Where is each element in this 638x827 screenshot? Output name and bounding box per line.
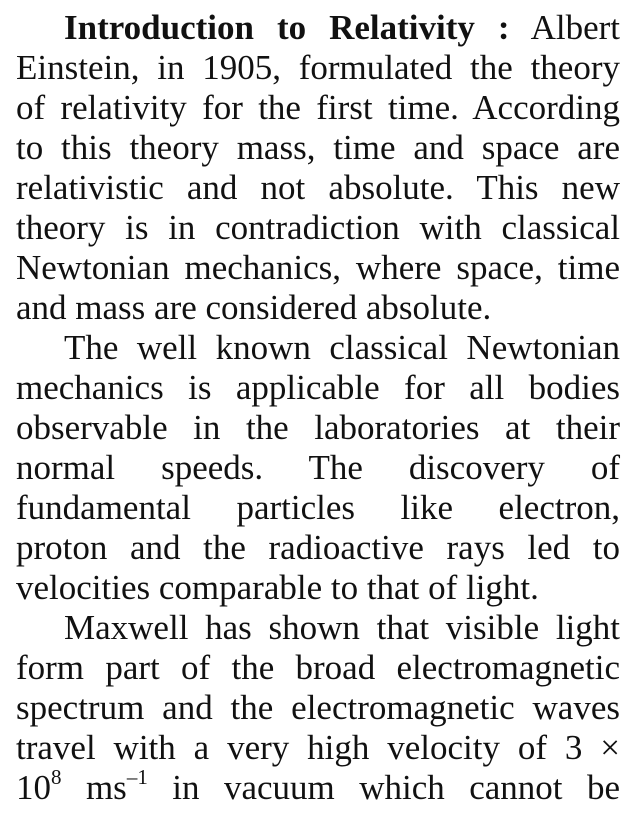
text-line: observable in the laboratories at their xyxy=(16,408,620,447)
text-line: mechanics is applicable for all bodies xyxy=(16,368,620,407)
text-line: normal speeds. The discovery of xyxy=(16,448,620,487)
text-line: Maxwell has shown that visible light xyxy=(64,608,620,647)
superscript: 8 xyxy=(51,765,62,790)
text-line: proton and the radioactive rays led to xyxy=(16,528,620,567)
text-line: Einstein, in 1905, formulated the theory xyxy=(16,48,620,87)
text-line: and mass are considered absolute. xyxy=(16,288,492,327)
text-line: form part of the broad electromagnetic xyxy=(16,648,620,687)
text-span: Albert xyxy=(509,8,621,47)
text-line xyxy=(16,765,620,808)
text-line: Newtonian mechanics, where space, time xyxy=(16,248,620,287)
text-line: The well known classical Newtonian xyxy=(64,328,620,367)
text-line: fundamental particles like electron, xyxy=(16,488,620,527)
text-line: to this theory mass, time and space are xyxy=(16,128,620,167)
text-line: theory is in contradiction with classical xyxy=(16,208,620,247)
text-span: in vacuum which cannot be xyxy=(147,768,620,807)
text-span: ms xyxy=(61,768,127,807)
text-line: relativistic and not absolute. This new xyxy=(16,168,620,207)
text-line: of relativity for the first time. According xyxy=(16,88,620,127)
section-heading: Introduction to Relativity : xyxy=(64,8,510,47)
text-line: velocities comparable to that of light. xyxy=(16,568,539,607)
paragraph-introduction xyxy=(16,8,620,328)
superscript: –1 xyxy=(126,765,148,790)
text-line xyxy=(16,8,620,48)
text-line: travel with a very high velocity of 3 × xyxy=(16,728,620,767)
paragraph-maxwell xyxy=(16,608,620,808)
paragraph-newtonian-mechanics xyxy=(16,328,620,608)
text-line: spectrum and the electromagnetic waves xyxy=(16,688,620,727)
text-span: 10 xyxy=(16,768,51,807)
